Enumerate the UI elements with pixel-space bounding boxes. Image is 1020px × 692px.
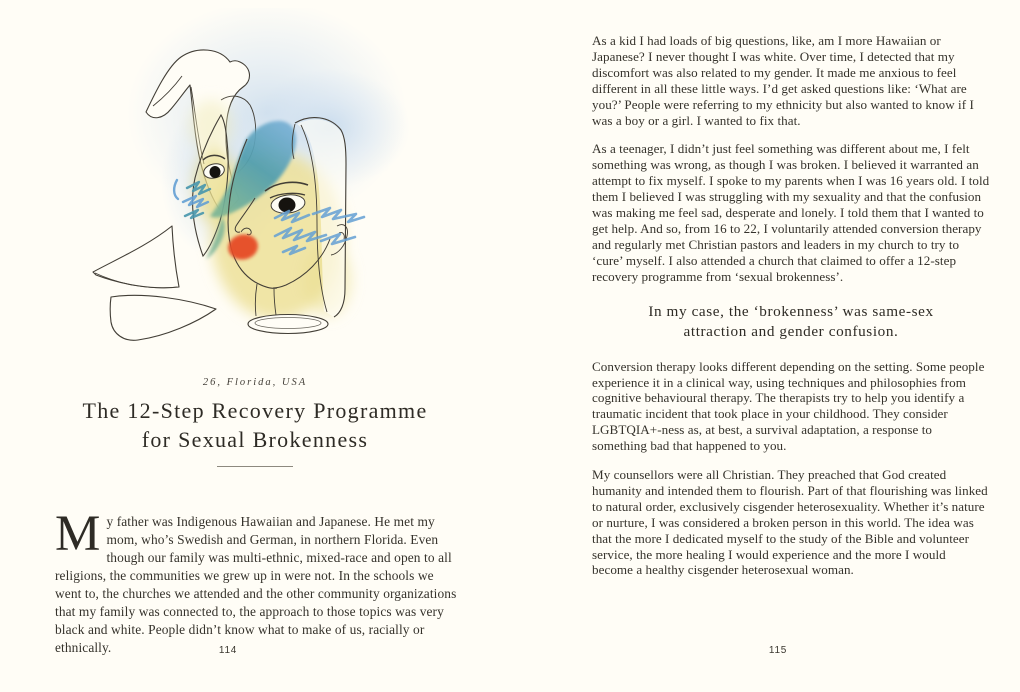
story-title xyxy=(20,396,490,454)
fragment-eye xyxy=(210,166,221,178)
title-line-2: for Sexual Brokenness xyxy=(141,427,369,452)
title-line-1: The 12-Step Recovery Programme xyxy=(82,398,428,423)
broken-vase-face-illustration xyxy=(25,8,445,358)
paragraph-2: As a teenager, I didn’t just feel something was different about me, I felt something was wrong, as though I was broken. I believed it warranted an attempt to fix myself. I spoke to my parents when I was 16 years old. I told them I believed I was struggling with my sexuality and that the confusion was making me feel sad, desperate and lonely. I told them that I wanted to get help. And so, from 16 to 22, I voluntarily attended conversion therapy and regularly met Christian pastors and leaders in my church to try to ‘cure’ myself. I also attended a church that claimed to offer a 12-step recovery programme from ‘sexual brokenness’. xyxy=(592,141,990,284)
right-body-column xyxy=(592,33,990,591)
page-number-right: 115 xyxy=(768,645,788,656)
right-page xyxy=(510,0,1020,692)
left-body-text: y father was Indigenous Hawaiian and Japanese. He met my mom, who’s Swedish and German, in northern Florida. Even though our family was multi-ethnic, mixed-race and open to all religions, the communities we grew up in were not. In the schools we went to, the churches we attended and the other community organizations that my family was connected to, the approach to those topics was very black and white. People didn’t know what to make of us, racially or ethnically. xyxy=(55,514,457,655)
main-eye xyxy=(279,198,296,213)
page-number-left: 114 xyxy=(218,645,238,656)
paragraph-1: As a kid I had loads of big questions, like, am I more Hawaiian or Japanese? I never thought I was white. Over time, I detected that my discomfort was also related to my gender. It made me anxious to feel different in all these little ways. I’d get asked questions like: ‘What are you?’ People were referring to my ethnicity but also wanted to know if I was a boy or a girl. I wanted to fix that. xyxy=(592,33,974,128)
title-divider xyxy=(217,466,293,467)
pull-quote-line-2: attraction and gender confusion. xyxy=(683,323,899,341)
pull-quote-line-1: In my case, the ‘brokenness’ was same-sex xyxy=(648,302,934,320)
drop-cap: M xyxy=(55,506,101,563)
pull-quote xyxy=(602,302,980,343)
paragraph-4: My counsellors were all Christian. They preached that God created humanity and intended them to flourish. Part of that flourishing was linked to natural order, exclusively cisgender heterosexuality. Whether it’s nature or nurture, I was considered a broken person in this world. The idea was that the more I dedicated myself to the study of the Bible and volunteer service, the more healing I would experience and the more I would become a healthy cisgender heterosexual woman. xyxy=(592,467,988,578)
paragraph-3: Conversion therapy looks different depending on the setting. Some people experience it in a clinical way, using techniques and philosophies from cognitive behavioural therapy. The therapists try to help you identify a traumatic incident that took place in your childhood. They consider LGBTQIA+-ness as, at best, a survival adaptation, a response to something bad that happened to you. xyxy=(592,358,985,454)
left-body-paragraph xyxy=(55,506,459,656)
story-location: 26, Florida, USA xyxy=(202,377,308,388)
